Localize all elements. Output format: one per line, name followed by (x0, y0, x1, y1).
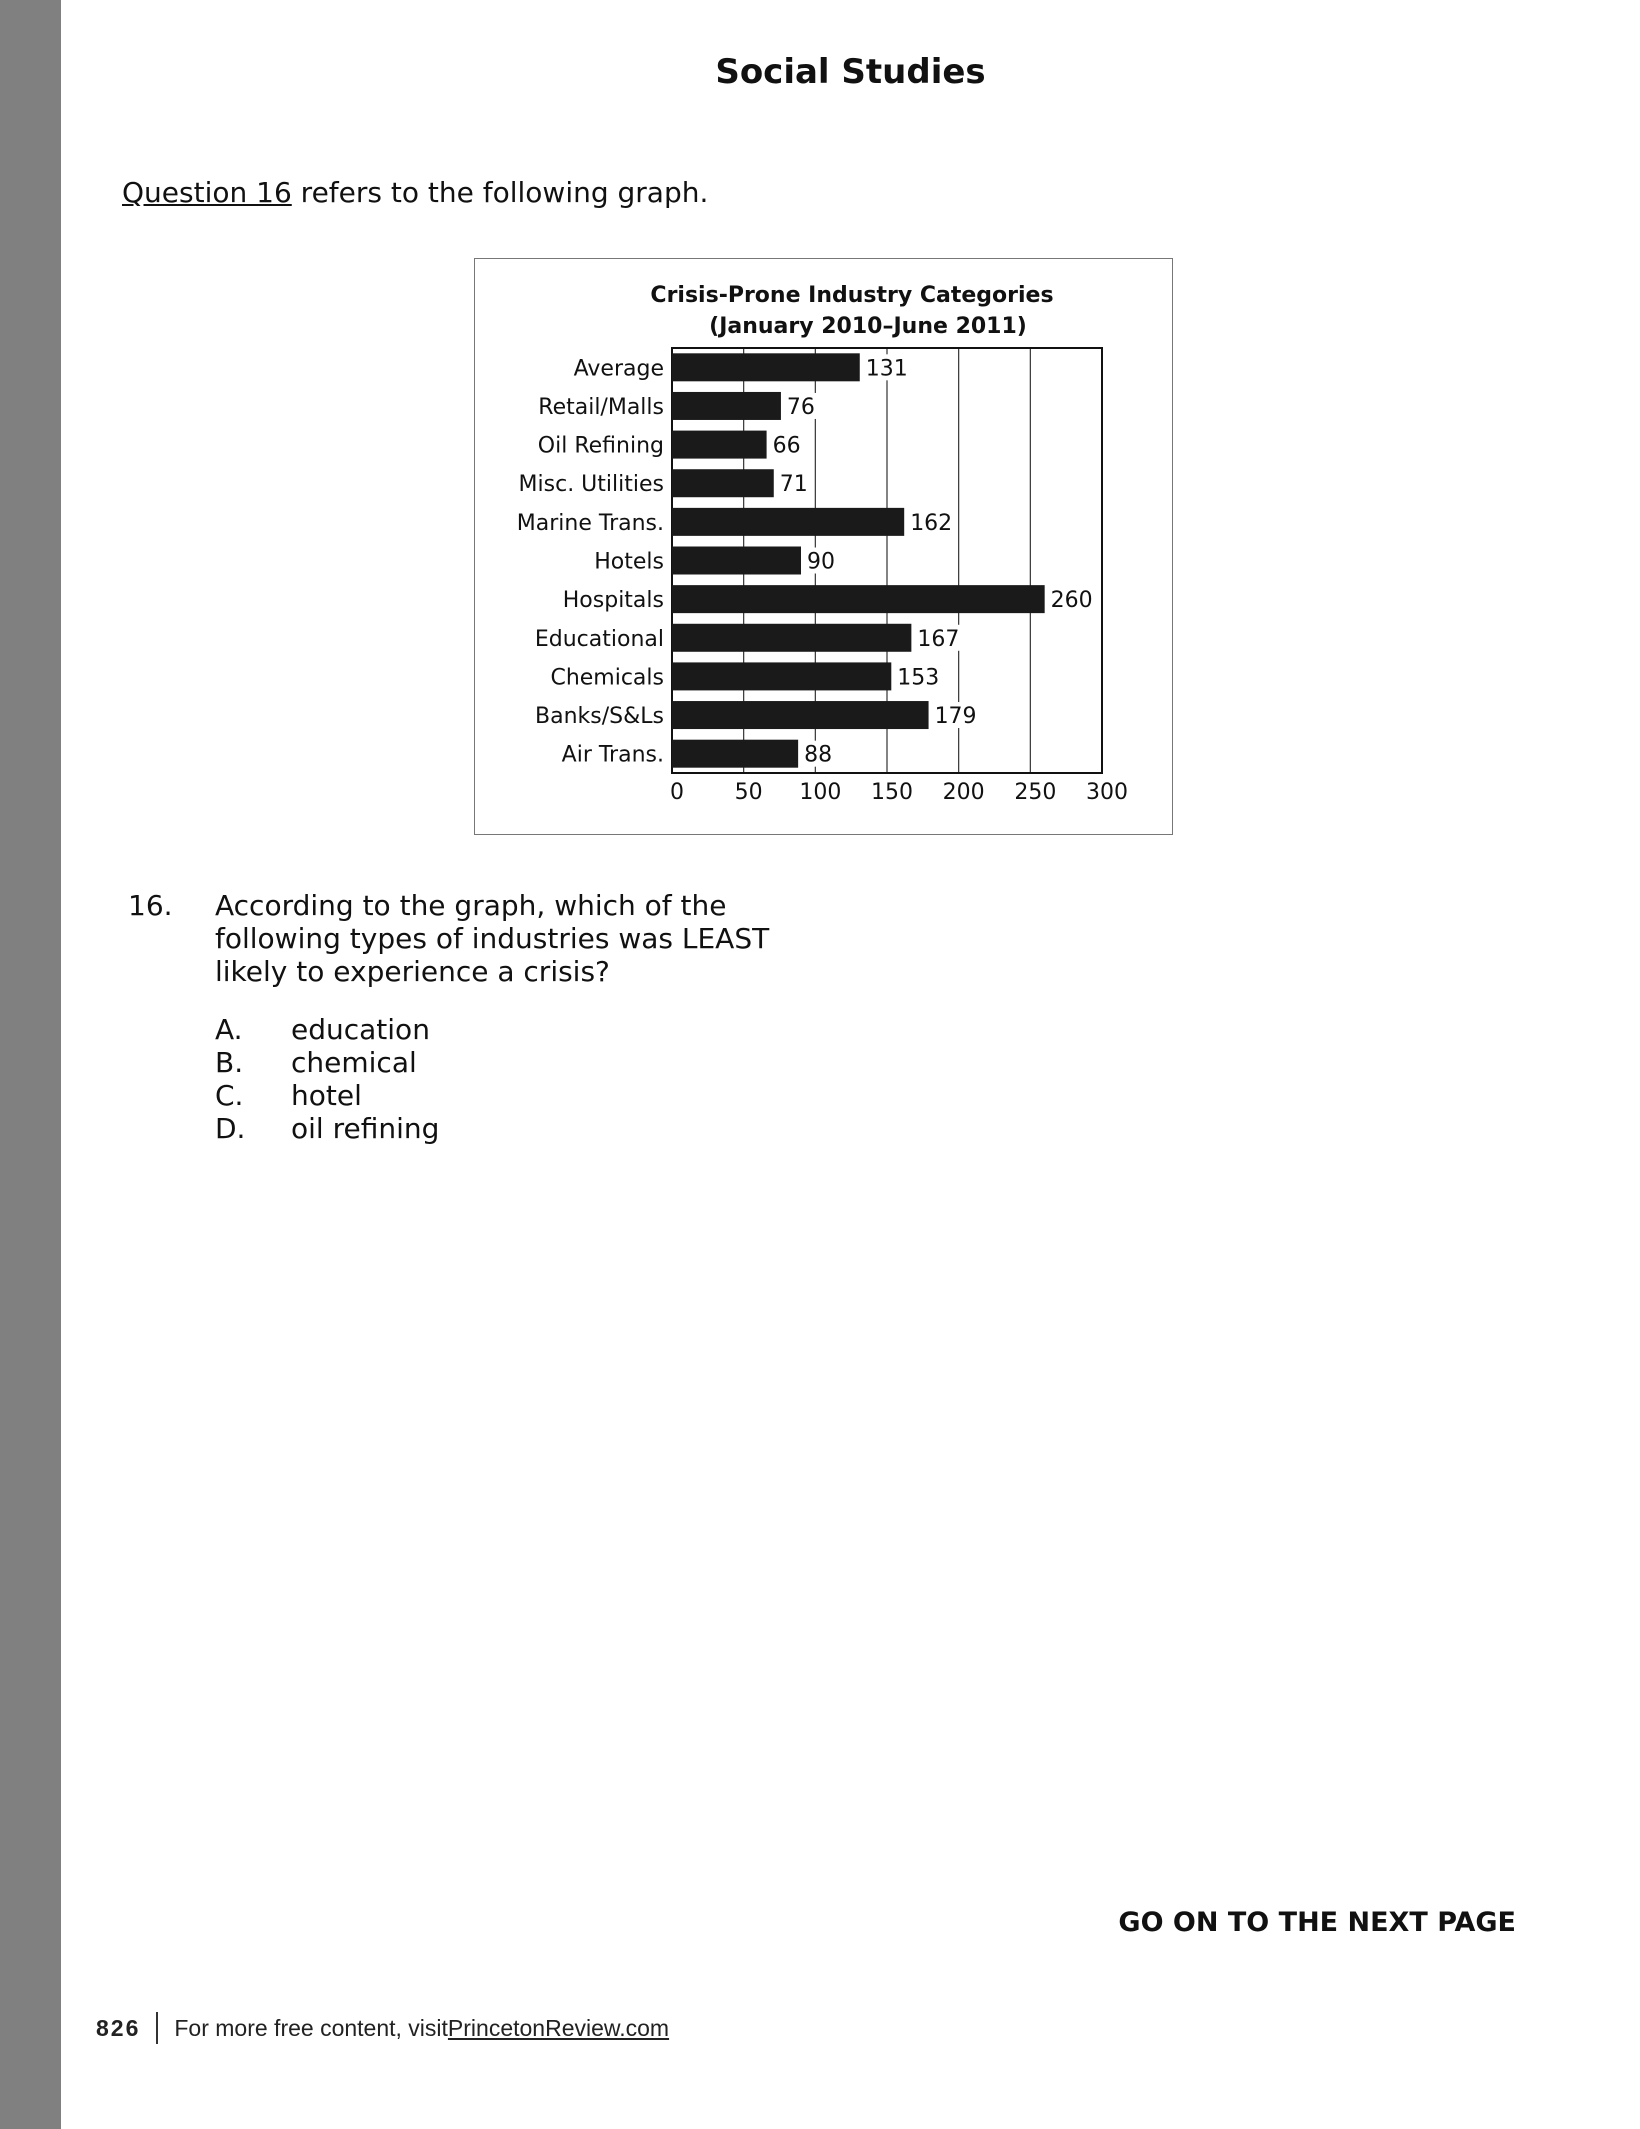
bar (672, 624, 911, 652)
category-label: Retail/Malls (538, 394, 664, 420)
category-label: Educational (534, 626, 664, 652)
bar (672, 431, 767, 459)
choice-letter: B. (215, 1046, 244, 1079)
choice-text: chemical (291, 1046, 417, 1079)
category-label: Average (573, 356, 664, 382)
bar (672, 585, 1045, 613)
chart-subtitle: (January 2010–June 2011) (709, 314, 1027, 339)
x-tick-label: 200 (942, 780, 985, 805)
data-label: 131 (865, 356, 908, 382)
x-tick-label: 0 (670, 780, 684, 805)
data-label: 260 (1050, 588, 1093, 614)
choice-text: oil refining (291, 1112, 440, 1145)
bar (672, 392, 781, 420)
category-label: Chemicals (550, 665, 664, 691)
bar (672, 508, 904, 536)
question-reference: Question 16 (122, 176, 292, 209)
bar (672, 469, 774, 497)
data-label: 162 (910, 510, 953, 536)
bar (672, 662, 891, 690)
category-label: Banks/S&Ls (535, 704, 664, 730)
section-title: Social Studies (715, 52, 986, 92)
data-label: 90 (807, 549, 835, 575)
choice-d[interactable] (215, 1112, 715, 1145)
answer-choices (215, 1013, 715, 1145)
bar-chart (475, 259, 1174, 836)
x-tick-label: 150 (871, 780, 913, 805)
choice-letter: D. (215, 1112, 246, 1145)
princeton-review-link[interactable]: PrincetonReview.com (447, 2014, 670, 2041)
x-tick-label: 50 (734, 780, 763, 805)
data-label: 153 (897, 665, 940, 691)
footer-text: For more free content, visit (174, 2014, 448, 2041)
question-stem: According to the graph, which of the following types of industries was LEAST likely to experience a crisis? (215, 889, 770, 988)
question-intro (122, 176, 708, 209)
data-label: 71 (779, 472, 808, 498)
page-footer (96, 2011, 669, 2045)
choice-b[interactable] (215, 1046, 715, 1079)
data-label: 88 (804, 742, 833, 768)
next-page-notice: GO ON TO THE NEXT PAGE (1118, 1907, 1516, 1938)
data-label: 76 (786, 394, 815, 420)
choice-text: hotel (291, 1079, 362, 1112)
category-label: Hospitals (562, 588, 664, 614)
chart-title: Crisis-Prone Industry Categories (650, 283, 1054, 308)
bar (672, 701, 929, 729)
chart-figure (474, 258, 1173, 835)
choice-text: education (291, 1013, 430, 1046)
category-label: Oil Refining (537, 433, 664, 459)
choice-c[interactable] (215, 1079, 715, 1112)
x-tick-label: 100 (799, 780, 842, 805)
category-label: Misc. Utilities (518, 472, 664, 498)
data-label: 179 (934, 704, 977, 730)
x-tick-label: 250 (1014, 780, 1057, 805)
category-label: Hotels (594, 549, 664, 575)
intro-text: refers to the following graph. (291, 176, 709, 209)
choice-a[interactable] (215, 1013, 715, 1046)
bar (672, 353, 860, 381)
data-label: 66 (772, 433, 801, 459)
page-side-bar (0, 0, 61, 2129)
choice-letter: A. (215, 1013, 243, 1046)
page-number: 826 (96, 2014, 141, 2041)
category-label: Marine Trans. (516, 510, 664, 536)
data-label: 167 (917, 626, 960, 652)
footer-divider (156, 2012, 158, 2044)
bar (672, 740, 798, 768)
category-label: Air Trans. (561, 742, 664, 768)
x-tick-label: 300 (1086, 780, 1128, 805)
question-number: 16. (128, 889, 173, 922)
bar (672, 547, 801, 575)
choice-letter: C. (215, 1079, 244, 1112)
